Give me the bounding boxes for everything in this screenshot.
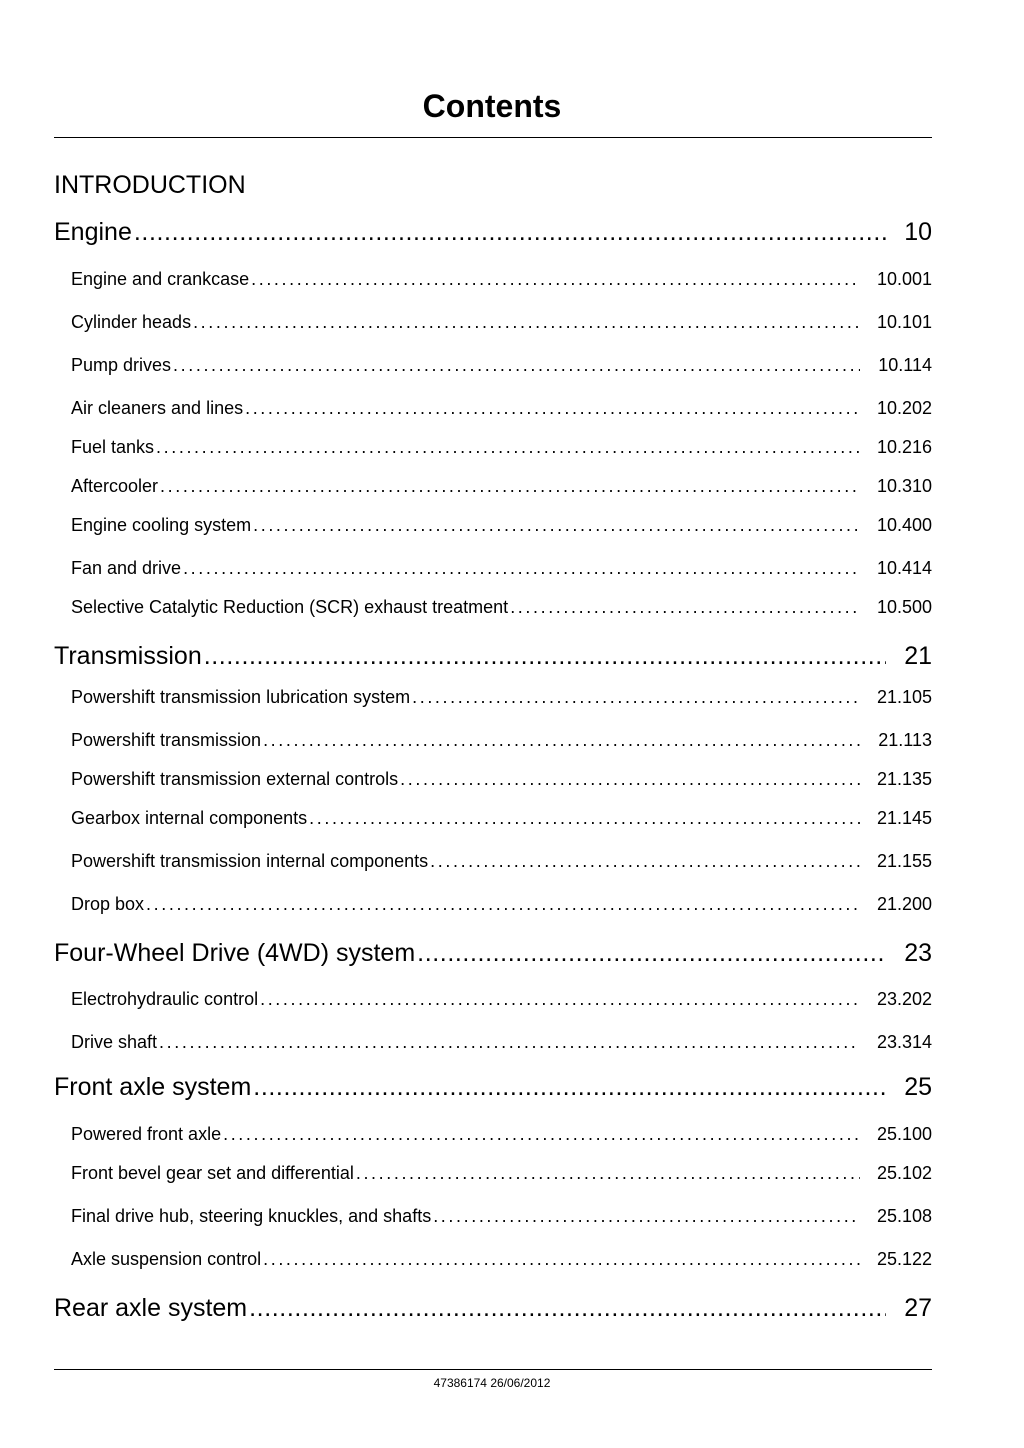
dot-leader [253, 1072, 886, 1102]
toc-item[interactable] [54, 686, 932, 708]
toc-item-page: 23.202 [876, 989, 932, 1009]
toc-item-page: 10.310 [876, 476, 932, 496]
toc-item-page: 10.500 [876, 597, 932, 617]
toc-item[interactable] [54, 1123, 932, 1145]
toc-item-label: Powershift transmission lubrication system [71, 687, 411, 707]
dot-leader [263, 729, 860, 751]
toc-section-page: 21 [904, 642, 932, 670]
header-divider [54, 137, 932, 138]
toc-item-page: 21.155 [876, 851, 932, 871]
toc-item-label: Powershift transmission external controls [71, 769, 399, 789]
dot-leader [412, 686, 860, 708]
toc-item-page: 23.314 [876, 1032, 932, 1052]
toc-item-page: 10.202 [876, 398, 932, 418]
toc-item-label: Powered front axle [71, 1124, 222, 1144]
toc-item[interactable] [54, 268, 932, 290]
toc-section-label: Front axle system [54, 1073, 252, 1101]
toc-item-label: Cylinder heads [71, 312, 192, 332]
toc-section-transmission[interactable] [54, 641, 932, 671]
toc-item[interactable] [54, 1162, 932, 1184]
dot-leader [510, 596, 860, 618]
dot-leader [193, 311, 860, 333]
toc-item-page: 10.414 [876, 558, 932, 578]
toc-item[interactable] [54, 1248, 932, 1270]
toc-item-label: Fuel tanks [71, 437, 155, 457]
toc-item-label: Engine and crankcase [71, 269, 250, 289]
toc-item-label: Powershift transmission [71, 730, 262, 750]
toc-section-page: 27 [904, 1294, 932, 1322]
toc-item-page: 25.108 [876, 1206, 932, 1226]
dot-leader [146, 893, 860, 915]
toc-item[interactable] [54, 596, 932, 618]
toc-item-page: 25.122 [876, 1249, 932, 1269]
dot-leader [160, 475, 860, 497]
footer-divider [54, 1369, 932, 1370]
toc-section-label: Four-Wheel Drive (4WD) system [54, 939, 416, 967]
dot-leader [417, 938, 886, 968]
toc-item-page: 10.216 [876, 437, 932, 457]
toc-item-page: 10.400 [876, 515, 932, 535]
toc-section-label: Rear axle system [54, 1294, 248, 1322]
toc-section-front-axle[interactable] [54, 1072, 932, 1102]
toc-item[interactable] [54, 557, 932, 579]
toc-item[interactable] [54, 893, 932, 915]
toc-item-page: 21.200 [876, 894, 932, 914]
dot-leader [204, 641, 886, 671]
toc-item[interactable] [54, 768, 932, 790]
toc-item-page: 10.001 [876, 269, 932, 289]
toc-item-label: Selective Catalytic Reduction (SCR) exhaust treatment [71, 597, 509, 617]
dot-leader [173, 354, 860, 376]
toc-section-page: 25 [904, 1073, 932, 1101]
toc-item-page: 10.101 [876, 312, 932, 332]
toc-section-4wd[interactable] [54, 938, 932, 968]
toc-item[interactable] [54, 1205, 932, 1227]
toc-item[interactable] [54, 311, 932, 333]
toc-item-label: Front bevel gear set and differential [71, 1163, 354, 1183]
toc-section-label: Engine [54, 218, 132, 246]
footer-doc-info: 47386174 26/06/2012 [433, 1376, 551, 1390]
dot-leader [309, 807, 860, 829]
toc-item-label: Air cleaners and lines [71, 398, 244, 418]
dot-leader [249, 1293, 886, 1323]
toc-item-label: Electrohydraulic control [71, 989, 259, 1009]
toc-item[interactable] [54, 988, 932, 1010]
page-title: Contents [422, 88, 562, 124]
dot-leader [156, 436, 860, 458]
toc-item[interactable] [54, 514, 932, 536]
dot-leader [183, 557, 860, 579]
dot-leader [253, 514, 860, 536]
dot-leader [433, 1205, 860, 1227]
dot-leader [159, 1031, 860, 1053]
toc-item-page: 21.145 [876, 808, 932, 828]
toc-item-page: 21.135 [876, 769, 932, 789]
toc-item-label: Aftercooler [71, 476, 159, 496]
toc-section-page: 10 [904, 218, 932, 246]
toc-item-page: 21.105 [876, 687, 932, 707]
dot-leader [251, 268, 860, 290]
toc-item[interactable] [54, 397, 932, 419]
dot-leader [356, 1162, 860, 1184]
toc-section-engine[interactable] [54, 217, 932, 247]
toc-section-rear-axle[interactable] [54, 1293, 932, 1323]
toc-item[interactable] [54, 1031, 932, 1053]
dot-leader [260, 988, 860, 1010]
toc-item-label: Drop box [71, 894, 145, 914]
toc-item[interactable] [54, 354, 932, 376]
dot-leader [263, 1248, 860, 1270]
toc-section-label: Transmission [54, 642, 202, 670]
dot-leader [400, 768, 860, 790]
toc-item-label: Drive shaft [71, 1032, 158, 1052]
toc-item-label: Fan and drive [71, 558, 182, 578]
dot-leader [134, 217, 886, 247]
toc-item[interactable] [54, 729, 932, 751]
dot-leader [223, 1123, 860, 1145]
toc-section-page: 23 [904, 939, 932, 967]
toc-item-label: Axle suspension control [71, 1249, 262, 1269]
toc-item[interactable] [54, 475, 932, 497]
toc-item-page: 25.102 [876, 1163, 932, 1183]
toc-item-page: 21.113 [878, 730, 932, 750]
dot-leader [245, 397, 860, 419]
toc-item-label: Powershift transmission internal components [71, 851, 429, 871]
toc-item[interactable] [54, 850, 932, 872]
toc-item-label: Pump drives [71, 355, 172, 375]
dot-leader [430, 850, 860, 872]
toc-intro-entry[interactable]: INTRODUCTION [54, 171, 246, 199]
toc-item-label: Gearbox internal components [71, 808, 308, 828]
toc-item[interactable] [54, 807, 932, 829]
toc-item-page: 10.114 [878, 355, 932, 375]
toc-item-label: Final drive hub, steering knuckles, and shafts [71, 1206, 432, 1226]
toc-item-label: Engine cooling system [71, 515, 252, 535]
toc-item-page: 25.100 [876, 1124, 932, 1144]
toc-item[interactable] [54, 436, 932, 458]
